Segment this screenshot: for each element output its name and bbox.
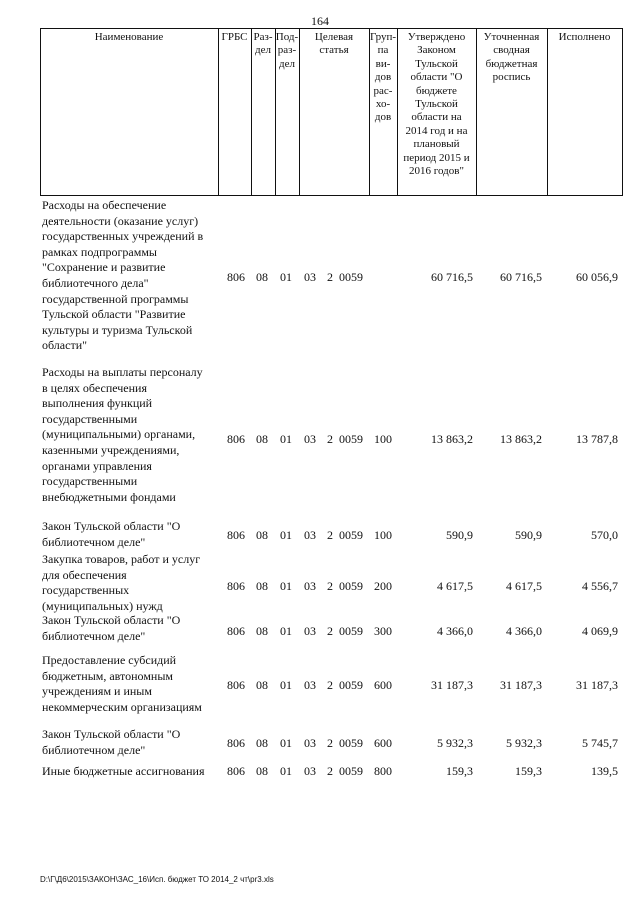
cell-cs2: 2	[327, 528, 333, 542]
cell-cs1: 03	[304, 270, 316, 284]
row-name-line: государственных учреждений в	[42, 229, 204, 244]
cell-refined: 13 863,2	[500, 432, 542, 446]
cell-cs2: 2	[327, 678, 333, 692]
cell-vr: 200	[374, 579, 392, 593]
header-podrazdel: Под- раз- дел	[275, 31, 299, 70]
cell-cs1: 03	[304, 736, 316, 750]
header-grbs: ГРБС	[221, 31, 248, 43]
cell-refined: 4 617,5	[506, 579, 542, 593]
header-refined: Уточненная сводная бюджетная роспись	[483, 31, 540, 84]
row-name-line: библиотечного дела"	[42, 275, 149, 290]
cell-approved: 4 617,5	[437, 579, 473, 593]
row-name-line: культуры и туризма Тульской	[42, 322, 193, 337]
cell-vr: 600	[374, 736, 392, 750]
row-name-line: казенными учреждениями,	[42, 442, 180, 457]
row-name-line: рамках подпрограммы	[42, 244, 157, 259]
cell-podrazdel: 01	[280, 270, 292, 284]
cell-approved: 31 187,3	[431, 678, 473, 692]
row-name-line: государственной программы	[42, 291, 189, 306]
cell-refined: 159,3	[515, 764, 542, 778]
col-divider	[218, 28, 219, 196]
row-name-line: (муниципальных) нужд	[42, 598, 163, 613]
header-razdel: Раз- дел	[253, 31, 273, 57]
cell-refined: 590,9	[515, 528, 542, 542]
header-name: Наименование	[94, 31, 164, 43]
cell-razdel: 08	[256, 432, 268, 446]
cell-cs3: 0059	[339, 270, 363, 284]
cell-cs3: 0059	[339, 432, 363, 446]
header-target-article: Целевая статья	[314, 31, 354, 57]
cell-vr: 100	[374, 528, 392, 542]
cell-executed: 4 556,7	[582, 579, 618, 593]
row-name-line: в целях обеспечения	[42, 380, 147, 395]
row-name-line: внебюджетными фондами	[42, 489, 176, 504]
cell-grbs: 806	[227, 432, 245, 446]
header-right-border	[622, 28, 623, 196]
row-name-line: для обеспечения	[42, 567, 127, 582]
cell-refined: 4 366,0	[506, 624, 542, 638]
row-name-line: некоммерческим организациям	[42, 699, 202, 714]
cell-razdel: 08	[256, 624, 268, 638]
row-name-line: библиотечном деле"	[42, 628, 146, 643]
cell-razdel: 08	[256, 736, 268, 750]
row-name-line: "Сохранение и развитие	[42, 260, 166, 275]
row-name-line: Предоставление субсидий	[42, 653, 177, 667]
cell-podrazdel: 01	[280, 678, 292, 692]
cell-cs1: 03	[304, 528, 316, 542]
cell-podrazdel: 01	[280, 736, 292, 750]
cell-executed: 570,0	[591, 528, 618, 542]
cell-podrazdel: 01	[280, 624, 292, 638]
cell-cs2: 2	[327, 736, 333, 750]
row-name-line: государственными	[42, 474, 138, 489]
row-name-line: области"	[42, 338, 88, 353]
row-name-line: Иные бюджетные ассигнования	[42, 764, 205, 778]
cell-cs1: 03	[304, 432, 316, 446]
row-name-line: библиотечном деле"	[42, 534, 146, 549]
cell-grbs: 806	[227, 624, 245, 638]
cell-executed: 4 069,9	[582, 624, 618, 638]
cell-cs2: 2	[327, 270, 333, 284]
cell-vr: 600	[374, 678, 392, 692]
cell-cs3: 0059	[339, 736, 363, 750]
row-name-line: (муниципальными) органами,	[42, 427, 196, 442]
cell-executed: 5 745,7	[582, 736, 618, 750]
row-name-line: Тульской области "Развитие	[42, 307, 186, 322]
cell-approved: 4 366,0	[437, 624, 473, 638]
cell-cs2: 2	[327, 764, 333, 778]
row-name	[42, 653, 220, 715]
row-name-line: выполнения функций	[42, 396, 153, 411]
cell-executed: 60 056,9	[576, 270, 618, 284]
cell-cs2: 2	[327, 624, 333, 638]
cell-vr: 800	[374, 764, 392, 778]
page-number: 164	[311, 14, 329, 28]
cell-cs1: 03	[304, 624, 316, 638]
cell-grbs: 806	[227, 579, 245, 593]
row-name	[42, 552, 220, 614]
cell-podrazdel: 01	[280, 528, 292, 542]
header-left-border	[40, 28, 41, 196]
cell-grbs: 806	[227, 764, 245, 778]
cell-cs3: 0059	[339, 764, 363, 778]
row-name	[42, 727, 220, 758]
row-name-line: Закон Тульской области "О	[42, 519, 181, 533]
cell-razdel: 08	[256, 270, 268, 284]
file-path-footer: D:\Г\Д6\2015\ЗАКОН\ЗАС_16\Исп. бюджет ТО 2014_2 чт\pr3.xls	[40, 875, 274, 884]
header-approved: Утверждено Законом Тульской области "О бюджете Тульской области на 2014 год и на плановый период 2015 и 2016 годов"	[403, 31, 470, 178]
header-executed: Исполнено	[558, 31, 611, 43]
cell-cs3: 0059	[339, 624, 363, 638]
cell-cs1: 03	[304, 764, 316, 778]
cell-grbs: 806	[227, 528, 245, 542]
cell-approved: 159,3	[446, 764, 473, 778]
cell-refined: 31 187,3	[500, 678, 542, 692]
row-name-line: Закупка товаров, работ и услуг	[42, 552, 201, 566]
row-name-line: государственными	[42, 411, 138, 426]
cell-cs3: 0059	[339, 678, 363, 692]
header-top-border	[40, 28, 623, 29]
cell-razdel: 08	[256, 764, 268, 778]
cell-cs2: 2	[327, 579, 333, 593]
cell-grbs: 806	[227, 270, 245, 284]
cell-approved: 590,9	[446, 528, 473, 542]
cell-cs2: 2	[327, 432, 333, 446]
cell-podrazdel: 01	[280, 579, 292, 593]
cell-razdel: 08	[256, 528, 268, 542]
header-expense-group: Груп- па ви- дов рас- хо- дов	[369, 31, 397, 124]
row-name	[42, 365, 220, 505]
cell-vr: 100	[374, 432, 392, 446]
cell-razdel: 08	[256, 678, 268, 692]
cell-executed: 31 187,3	[576, 678, 618, 692]
row-name-line: Расходы на обеспечение	[42, 198, 167, 212]
cell-grbs: 806	[227, 678, 245, 692]
row-name-line: Закон Тульской области "О	[42, 613, 181, 627]
row-name-line: Закон Тульской области "О	[42, 727, 181, 741]
cell-podrazdel: 01	[280, 432, 292, 446]
cell-grbs: 806	[227, 736, 245, 750]
cell-cs3: 0059	[339, 528, 363, 542]
cell-cs3: 0059	[339, 579, 363, 593]
row-name	[42, 613, 220, 644]
cell-approved: 60 716,5	[431, 270, 473, 284]
row-name-line: органами управления	[42, 458, 152, 473]
row-name-line: Расходы на выплаты персоналу	[42, 365, 203, 379]
row-name	[42, 764, 220, 780]
cell-cs1: 03	[304, 678, 316, 692]
cell-executed: 13 787,8	[576, 432, 618, 446]
row-name-line: деятельности (оказание услуг)	[42, 213, 199, 228]
cell-executed: 139,5	[591, 764, 618, 778]
row-name	[42, 198, 220, 354]
col-divider	[547, 28, 548, 196]
row-name-line: библиотечном деле"	[42, 742, 146, 757]
cell-cs1: 03	[304, 579, 316, 593]
cell-refined: 5 932,3	[506, 736, 542, 750]
header-bottom-border	[40, 195, 623, 196]
row-name-line: бюджетным, автономным	[42, 668, 173, 683]
cell-refined: 60 716,5	[500, 270, 542, 284]
cell-approved: 5 932,3	[437, 736, 473, 750]
row-name	[42, 519, 220, 550]
cell-podrazdel: 01	[280, 764, 292, 778]
cell-vr: 300	[374, 624, 392, 638]
row-name-line: государственных	[42, 583, 130, 598]
cell-razdel: 08	[256, 579, 268, 593]
cell-approved: 13 863,2	[431, 432, 473, 446]
row-name-line: учреждениям и иным	[42, 684, 152, 699]
table-header	[40, 28, 623, 196]
